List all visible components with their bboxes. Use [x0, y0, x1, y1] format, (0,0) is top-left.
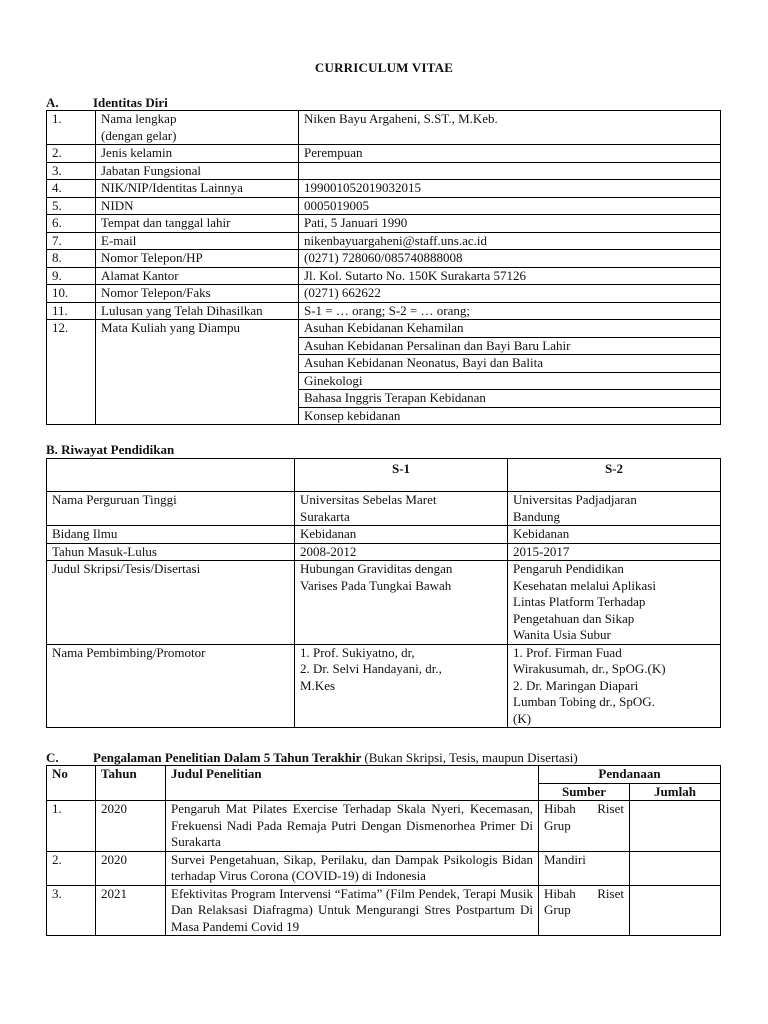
cell-line: M.Kes	[300, 677, 336, 693]
section-a-heading: Identitas Diri	[93, 95, 168, 110]
row-value: Perempuan	[299, 145, 721, 163]
cell-line: 2. Dr. Selvi Handayani, dr.,	[300, 661, 442, 676]
sumber-word: Riset	[597, 885, 624, 901]
identity-table	[46, 110, 721, 425]
section-a-letter: A.	[46, 95, 59, 110]
table-row	[47, 215, 721, 233]
row-number: 7.	[47, 232, 96, 250]
cell-line: Bandung	[513, 508, 560, 524]
header-pendanaan: Pendanaan	[539, 766, 721, 784]
cell-sumber	[539, 885, 630, 936]
cell-tahun: 2020	[96, 801, 166, 852]
cell-no: 1.	[47, 801, 96, 852]
table-header-row	[47, 766, 721, 784]
cell-line: (K)	[513, 710, 532, 726]
table-row	[47, 302, 721, 320]
row-label: Nama Pembimbing/Promotor	[47, 644, 295, 728]
row-number: 11.	[47, 302, 96, 320]
row-label: Jabatan Fungsional	[96, 162, 299, 180]
table-row	[47, 492, 721, 526]
education-table	[46, 458, 721, 728]
row-value	[299, 162, 721, 180]
row-label: Nama Perguruan Tinggi	[47, 492, 295, 526]
course-item: Asuhan Kebidanan Neonatus, Bayi dan Balita	[299, 354, 720, 372]
row-label-line2: (dengan gelar)	[101, 127, 177, 143]
header-jumlah: Jumlah	[630, 783, 721, 801]
row-number: 3.	[47, 162, 96, 180]
cell-line: Universitas Padjadjaran	[513, 492, 637, 507]
cell-judul: Efektivitas Program Intervensi “Fatima” (Film Pendek, Terapi Musik Dan Relaksasi Diafragma) Untuk Mengurangi Stres Postpartum Di Masa Pandemi Covid 19	[166, 885, 539, 936]
cell-line: Universitas Sebelas Maret	[300, 492, 437, 507]
header-empty	[47, 459, 295, 492]
course-list	[299, 320, 721, 425]
cell-judul: Survei Pengetahuan, Sikap, Perilaku, dan Dampak Psikologis Bidan terhadap Virus Corona (COVID-19) di Indonesia	[166, 851, 539, 885]
section-c-heading: Pengalaman Penelitian Dalam 5 Tahun Terakhir	[93, 750, 362, 765]
cell-s1: 2008-2012	[295, 543, 508, 561]
cell-s2	[508, 561, 721, 645]
row-number: 2.	[47, 145, 96, 163]
sumber-word: Hibah	[544, 885, 576, 901]
cell-line: Wirakusumah, dr., SpOG.(K)	[513, 661, 666, 676]
table-row	[47, 526, 721, 544]
table-row	[47, 543, 721, 561]
cell-s2	[508, 492, 721, 526]
cell-line: 1. Prof. Firman Fuad	[513, 644, 622, 660]
row-label: Jenis kelamin	[96, 145, 299, 163]
row-number: 4.	[47, 180, 96, 198]
row-label: Nomor Telepon/Faks	[96, 285, 299, 303]
cell-s2	[508, 644, 721, 728]
table-row	[47, 180, 721, 198]
table-row	[47, 561, 721, 645]
cell-line: Lintas Platform Terhadap	[513, 594, 646, 609]
cell-judul: Pengaruh Mat Pilates Exercise Terhadap Skala Nyeri, Kecemasan, Frekuensi Nadi Pada Remaja Putri Dengan Dismenorhea Primer Di Surakarta	[166, 801, 539, 852]
cell-no: 2.	[47, 851, 96, 885]
row-number: 8.	[47, 250, 96, 268]
header-s1: S-1	[295, 459, 508, 492]
cell-sumber	[539, 801, 630, 852]
cell-s1	[295, 561, 508, 645]
row-label: NIK/NIP/Identitas Lainnya	[96, 180, 299, 198]
row-number: 5.	[47, 197, 96, 215]
table-row	[47, 801, 721, 852]
sumber-word: Grup	[544, 902, 571, 917]
table-row	[47, 851, 721, 885]
row-label: Tempat dan tanggal lahir	[96, 215, 299, 233]
header-judul: Judul Penelitian	[166, 766, 539, 801]
row-value: Niken Bayu Argaheni, S.ST., M.Keb.	[299, 111, 721, 145]
section-c-note: (Bukan Skripsi, Tesis, maupun Disertasi)	[364, 750, 578, 765]
row-number: 1.	[47, 111, 96, 145]
cell-line: 1. Prof. Sukiyatno, dr,	[300, 644, 415, 660]
cell-sumber	[539, 851, 630, 885]
section-c-letter: C.	[46, 750, 59, 765]
cell-line: Varises Pada Tungkai Bawah	[300, 577, 452, 593]
row-label: Lulusan yang Telah Dihasilkan	[96, 302, 299, 320]
course-item: Asuhan Kebidanan Kehamilan	[304, 320, 464, 335]
row-label: Bidang Ilmu	[47, 526, 295, 544]
row-number: 6.	[47, 215, 96, 233]
cell-line: Hubungan Graviditas dengan	[300, 561, 453, 576]
row-value: Pati, 5 Januari 1990	[299, 215, 721, 233]
cell-tahun: 2020	[96, 851, 166, 885]
row-label: Nomor Telepon/HP	[96, 250, 299, 268]
table-row	[47, 644, 721, 728]
cell-s1	[295, 492, 508, 526]
row-value: Jl. Kol. Sutarto No. 150K Surakarta 57126	[299, 267, 721, 285]
document-title: CURRICULUM VITAE	[314, 60, 454, 75]
row-value: S-1 = … orang; S-2 = … orang;	[299, 302, 721, 320]
cell-line: 2. Dr. Maringan Diapari	[513, 677, 639, 693]
row-number: 10.	[47, 285, 96, 303]
table-row	[47, 197, 721, 215]
cell-s1	[295, 644, 508, 728]
cell-line: Pengetahuan dan Sikap	[513, 610, 635, 626]
cell-line: Lumban Tobing dr., SpOG.	[513, 694, 655, 709]
row-label: Alamat Kantor	[96, 267, 299, 285]
sumber-word: Mandiri	[544, 851, 586, 867]
sumber-word: Riset	[597, 801, 624, 816]
header-sumber: Sumber	[539, 783, 630, 801]
cell-line: Kesehatan melalui Aplikasi	[513, 577, 656, 593]
row-value: (0271) 662622	[299, 285, 721, 303]
header-tahun: Tahun	[96, 766, 166, 801]
row-label	[96, 111, 299, 145]
section-c-title	[93, 750, 578, 766]
table-row	[47, 111, 721, 145]
row-label: Mata Kuliah yang Diampu	[96, 320, 299, 425]
row-label: NIDN	[96, 197, 299, 215]
course-item: Ginekologi	[299, 372, 720, 390]
table-row	[47, 285, 721, 303]
row-value: 0005019005	[299, 197, 721, 215]
cell-line: Surakarta	[300, 508, 350, 524]
table-row	[47, 885, 721, 936]
row-value: 199001052019032015	[299, 180, 721, 198]
cell-jumlah	[630, 801, 721, 852]
cell-line: Wanita Usia Subur	[513, 627, 611, 642]
cell-s1: Kebidanan	[295, 526, 508, 544]
course-item: Konsep kebidanan	[299, 407, 720, 425]
course-item: Bahasa Inggris Terapan Kebidanan	[299, 389, 720, 407]
cell-jumlah	[630, 851, 721, 885]
table-row	[47, 145, 721, 163]
cell-s2: 2015-2017	[508, 543, 721, 561]
cell-no: 3.	[47, 885, 96, 936]
cell-jumlah	[630, 885, 721, 936]
table-row	[47, 232, 721, 250]
sumber-word: Hibah	[544, 801, 576, 816]
header-s2: S-2	[508, 459, 721, 492]
research-table	[46, 765, 721, 936]
row-number: 9.	[47, 267, 96, 285]
table-row	[47, 162, 721, 180]
cell-line: Pengaruh Pendidikan	[513, 561, 624, 576]
email-value: nikenbayuargaheni@staff.uns.ac.id	[299, 232, 721, 250]
row-number: 12.	[47, 320, 96, 425]
table-row	[47, 267, 721, 285]
row-label: E-mail	[96, 232, 299, 250]
sumber-word: Grup	[544, 817, 571, 833]
table-header-row	[47, 459, 721, 492]
course-item: Asuhan Kebidanan Persalinan dan Bayi Baru Lahir	[299, 337, 720, 355]
row-label: Tahun Masuk-Lulus	[47, 543, 295, 561]
cell-tahun: 2021	[96, 885, 166, 936]
table-row	[47, 320, 721, 425]
row-label: Judul Skripsi/Tesis/Disertasi	[47, 561, 295, 645]
section-b-heading: B. Riwayat Pendidikan	[46, 442, 175, 457]
table-row	[47, 250, 721, 268]
row-label-line1: Nama lengkap	[101, 111, 177, 126]
cell-s2: Kebidanan	[508, 526, 721, 544]
row-value: (0271) 728060/085740888008	[299, 250, 721, 268]
header-no: No	[47, 766, 96, 801]
